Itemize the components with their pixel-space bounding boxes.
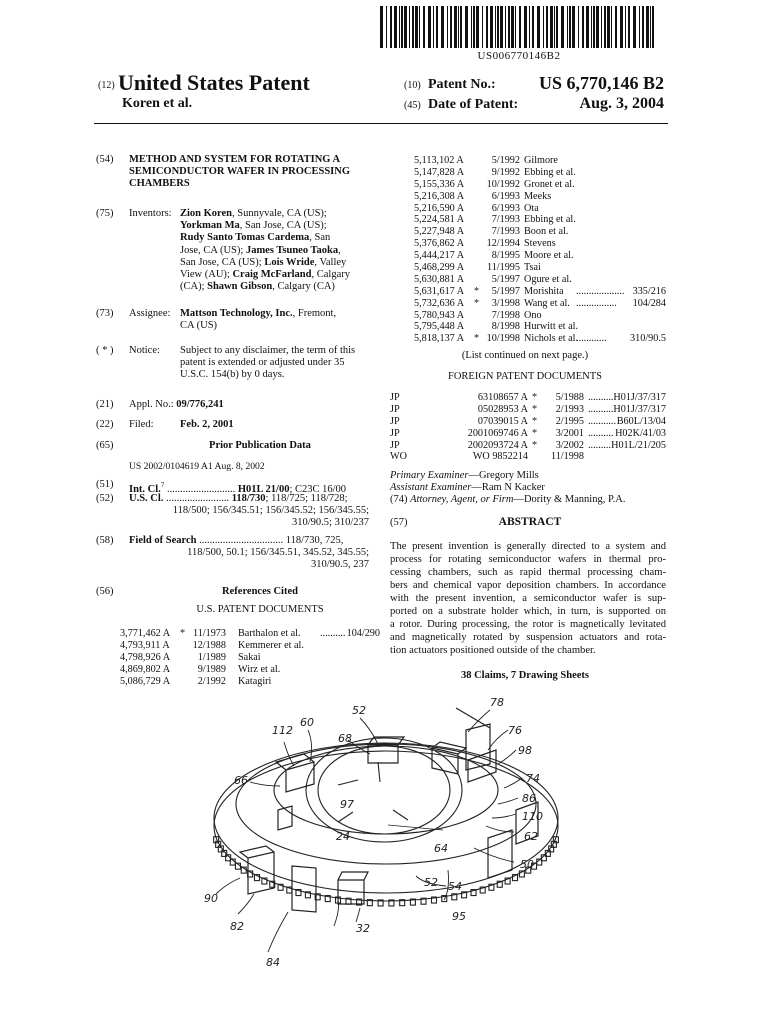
barcode-bar — [607, 6, 610, 48]
ref-name: Moore et al. — [524, 250, 574, 262]
ref-no: 4,798,926 A — [120, 651, 171, 663]
reference-row — [120, 664, 380, 676]
foreign-reference-row — [390, 451, 666, 463]
ref-name: Stevens — [524, 238, 556, 250]
reference-row — [120, 652, 380, 664]
foreign-star: * — [532, 439, 538, 451]
ref-no: 5,155,336 A — [414, 178, 465, 190]
ref-date: 12/1994 — [486, 238, 520, 250]
date-label: Date of Patent: — [428, 97, 519, 112]
inventors-list — [180, 208, 380, 293]
barcode-bar — [515, 6, 516, 48]
barcode-bar — [611, 6, 612, 48]
abstract-line: ported on a substrate holder which, in turn, is supported on — [390, 606, 666, 617]
ref-dots: ............ — [576, 333, 607, 345]
foreign-dots: .......... — [588, 392, 614, 403]
ref-dots: .......... — [320, 628, 346, 639]
barcode-bar — [508, 6, 510, 48]
ref-date: 12/1988 — [192, 639, 226, 651]
drawing-label: 95 — [452, 910, 466, 923]
appl-code: (21) — [96, 399, 114, 410]
foreign-no: WO 9852214 — [472, 451, 528, 463]
ref-date: 6/1993 — [491, 190, 520, 202]
barcode-bar — [578, 6, 579, 48]
ref-date: 7/1993 — [491, 226, 520, 238]
inventor-line: Rudy Santo Tomas Cardema, San — [180, 232, 331, 244]
ref-name: Katagiri — [238, 675, 272, 687]
inventors-code: (75) — [96, 208, 114, 219]
ref-date: 5/1992 — [491, 155, 520, 166]
doc-type-code: (12) — [98, 80, 115, 91]
reference-row — [414, 238, 666, 250]
barcode-bar — [505, 6, 506, 48]
barcode-bar — [428, 6, 431, 48]
drawing-label: 66 — [234, 774, 248, 787]
notice-label: Notice: — [129, 345, 160, 356]
representative-drawing — [188, 690, 608, 990]
foreign-star: * — [532, 427, 538, 439]
ref-name: Ono — [524, 309, 542, 321]
inventor-line: Yorkman Ma, San Jose, CA (US); — [180, 220, 327, 232]
barcode-bar — [436, 6, 438, 48]
foreign-dots: .......... — [588, 403, 614, 415]
ref-name: Wirz et al. — [238, 663, 281, 675]
barcode-bar — [633, 6, 636, 48]
ref-name: Meeks — [524, 190, 552, 202]
barcode-bar — [471, 6, 472, 48]
foreign-cls: H01L/21/205 — [611, 439, 666, 451]
foreign-cls: B60L/13/04 — [616, 415, 666, 427]
ref-no: 5,444,217 A — [414, 250, 465, 262]
ref-cls: 104/290 — [346, 628, 380, 639]
date-code: (45) — [404, 100, 421, 111]
list-continued: (List continued on next page.) — [461, 350, 589, 361]
ref-date: 3/1998 — [491, 297, 520, 309]
barcode-bar — [482, 6, 483, 48]
barcode-bar — [495, 6, 496, 48]
barcode-bar — [639, 6, 640, 48]
inventor-line: Zion Koren, Sunnyvale, CA (US); — [180, 208, 327, 219]
foreign-date: 11/1998 — [550, 451, 584, 463]
barcode-bar — [561, 6, 564, 48]
barcode-bar — [409, 6, 410, 48]
ref-name: Gronet et al. — [524, 178, 575, 190]
ref-name: Tsai — [524, 262, 541, 274]
foreign-date: 2/1993 — [555, 403, 584, 415]
drawing-label: 78 — [490, 696, 504, 709]
foreign-country: JP — [390, 403, 400, 415]
reference-row — [414, 333, 666, 345]
abstract-line: bers and chemical vapor deposition chambers. In accordance — [390, 580, 666, 591]
barcode-bar — [646, 6, 649, 48]
patent-no-label: Patent No.: — [428, 77, 496, 92]
ref-date: 5/1997 — [491, 285, 520, 297]
foreign-no: 2001069746 A — [467, 427, 528, 439]
foreign-cls: H01J/37/317 — [613, 392, 666, 403]
ref-date: 7/1998 — [491, 309, 520, 321]
foreign-no: 63108657 A — [477, 392, 528, 403]
reference-row — [414, 155, 666, 167]
ref-cls: 310/90.5 — [630, 333, 666, 345]
barcode-bar — [490, 6, 493, 48]
barcode-bar — [604, 6, 606, 48]
filed-code: (22) — [96, 419, 114, 430]
foreign-reference-row — [390, 392, 666, 404]
ref-cls: 335/216 — [632, 285, 666, 297]
barcode-bar — [596, 6, 599, 48]
ref-name: Nichols et al. — [524, 333, 579, 345]
abstract-title: ABSTRACT — [498, 516, 562, 528]
drawing-label: 62 — [524, 830, 538, 843]
barcode-bar — [628, 6, 630, 48]
barcode-bar — [567, 6, 568, 48]
ref-date: 9/1989 — [197, 663, 226, 675]
reference-row — [414, 286, 666, 298]
barcode-bar — [447, 6, 448, 48]
drawing-label: 74 — [526, 772, 540, 785]
doc-type: United States Patent — [118, 70, 310, 95]
drawing-label: 60 — [300, 716, 314, 729]
ref-no: 5,113,102 A — [414, 155, 464, 166]
ref-no: 5,376,862 A — [414, 238, 465, 250]
invention-title: METHOD AND SYSTEM FOR ROTATING A SEMICONDUCTOR WAFER IN PROCESSING CHAMBERS — [129, 154, 351, 190]
ref-name: Kemmerer et al. — [238, 639, 304, 651]
foreign-star: * — [532, 415, 538, 427]
barcode-bar — [390, 6, 392, 48]
barcode-number: US006770146B2 — [477, 50, 561, 62]
abstract-line: cessing chambers, such as rapid thermal processing cham- — [390, 567, 666, 578]
foreign-dots: .......... — [588, 427, 614, 439]
barcode-bar — [412, 6, 414, 48]
title-code: (54) — [96, 154, 114, 165]
drawing-label: 76 — [508, 724, 522, 737]
foreign-dots: ......... — [588, 439, 611, 451]
reference-row — [414, 262, 666, 274]
abstract-line: a rotor. During processing, the rotor is magnetically levitated — [390, 619, 666, 630]
notice-text: Subject to any disclaimer, the term of this patent is extended or adjusted under 35 U.S.C. 154(b) by 0 days. — [180, 345, 356, 381]
barcode-bar — [454, 6, 457, 48]
barcode-bar — [625, 6, 626, 48]
drawing-label: 32 — [356, 922, 370, 935]
reference-row — [120, 628, 380, 640]
assignee-value: Mattson Technology, Inc., Fremont, CA (US) — [180, 308, 337, 332]
patent-no: US 6,770,146 B2 — [538, 73, 664, 93]
references-cited-title: References Cited — [222, 586, 298, 597]
ref-name: Gilmore — [524, 155, 558, 166]
barcode-bar — [497, 6, 499, 48]
ref-date: 1/1989 — [197, 651, 226, 663]
inventor-line: (CA); Shawn Gibson, Calgary (CA) — [180, 281, 335, 293]
ref-no: 5,216,308 A — [414, 190, 465, 202]
barcode — [378, 6, 660, 48]
ref-date: 8/1995 — [491, 250, 520, 262]
foreign-reference-row — [390, 404, 666, 416]
ref-name: Sakai — [238, 651, 261, 663]
ref-name: Wang et al. — [524, 297, 570, 309]
ref-date: 11/1995 — [486, 262, 520, 274]
ref-star: * — [474, 285, 480, 297]
barcode-bar — [460, 6, 462, 48]
ref-name: Hurwitt et al. — [524, 321, 579, 333]
foreign-no: 07039015 A — [477, 415, 528, 427]
us-patent-docs-title: U.S. PATENT DOCUMENTS — [196, 604, 324, 615]
assignee-code: (73) — [96, 308, 114, 319]
foreign-date: 5/1988 — [555, 392, 584, 403]
ref-name: Ota — [524, 202, 539, 214]
drawing-label: 50 — [520, 858, 534, 871]
ref-no: 5,780,943 A — [414, 309, 465, 321]
barcode-bar — [486, 6, 488, 48]
barcode-bar — [572, 6, 575, 48]
ref-no: 4,869,802 A — [120, 663, 171, 675]
barcode-bar — [419, 6, 420, 48]
abstract-line: process for rotating semiconductor wafers in thermal pro- — [390, 554, 666, 565]
drawing-label: 110 — [522, 810, 543, 823]
barcode-bar — [404, 6, 407, 48]
barcode-bar — [569, 6, 571, 48]
ref-no: 5,818,137 A — [414, 333, 465, 345]
barcode-bar — [543, 6, 544, 48]
barcode-bar — [615, 6, 617, 48]
int-cl: Int. Cl.$^7$ .......................... H01L 21/00; C23C 16/00 — [129, 481, 347, 495]
drawing-label: 97 — [340, 798, 354, 811]
ref-no: 5,631,617 A — [414, 285, 465, 297]
barcode-bar — [620, 6, 623, 48]
foreign-date: 2/1995 — [555, 415, 584, 427]
examiners: Primary Examiner—Gregory Mills Assistant Examiner—Ram N Kacker (74) Attorney, Agent, or Firm—Dority & Manning, P.A. — [390, 470, 626, 506]
reference-row — [414, 274, 666, 286]
drawing-label: 54 — [448, 880, 462, 893]
refs-code: (56) — [96, 586, 114, 597]
reference-row — [414, 226, 666, 238]
ref-no: 5,227,948 A — [414, 226, 465, 238]
foreign-no: 2002093724 A — [467, 439, 528, 451]
foreign-reference-row — [390, 440, 666, 452]
ref-star: * — [474, 297, 480, 309]
barcode-bar — [601, 6, 602, 48]
ref-dots: ................... — [576, 285, 625, 297]
ref-no: 5,795,448 A — [414, 321, 465, 333]
foreign-country: JP — [390, 415, 400, 427]
ref-star: * — [474, 333, 480, 345]
abstract-line: with the present invention, a semiconductor wafer is sup- — [390, 593, 666, 604]
ref-name: Boon et al. — [524, 226, 569, 238]
filed-label: Filed: — [129, 419, 154, 430]
drawing-label: 84 — [266, 956, 280, 969]
field-search-code: (58) — [96, 535, 114, 546]
ref-dots: ................ — [576, 297, 617, 309]
reference-row — [414, 191, 666, 203]
ref-no: 3,771,462 A — [120, 628, 171, 639]
barcode-bar — [386, 6, 387, 48]
drawing-label: 68 — [338, 732, 352, 745]
ref-name: Ebbing et al. — [524, 214, 576, 226]
barcode-bar — [556, 6, 558, 48]
barcode-bar — [415, 6, 418, 48]
ref-star: * — [180, 628, 186, 639]
prior-pub-value: US 2002/0104619 A1 Aug. 8, 2002 — [129, 461, 265, 472]
reference-row — [414, 167, 666, 179]
claims-sheets: 38 Claims, 7 Drawing Sheets — [460, 670, 590, 681]
barcode-bar — [473, 6, 475, 48]
barcode-bar — [423, 6, 425, 48]
drawing-label: 90 — [204, 892, 218, 905]
patent-no-code: (10) — [404, 80, 421, 91]
foreign-reference-row — [390, 416, 666, 428]
inventor-line: View (AU); Craig McFarland, Calgary — [180, 269, 350, 281]
inventors-label: Inventors: — [129, 208, 172, 219]
prior-pub-title: Prior Publication Data — [209, 440, 311, 451]
barcode-bar — [550, 6, 553, 48]
barcode-bar — [476, 6, 479, 48]
barcode-bar — [458, 6, 459, 48]
foreign-cls: H02K/41/03 — [615, 427, 666, 439]
ref-name: Ebbing et al. — [524, 166, 576, 178]
barcode-bar — [511, 6, 514, 48]
barcode-bar — [500, 6, 503, 48]
drawing-label: 64 — [434, 842, 448, 855]
barcode-bar — [593, 6, 595, 48]
barcode-bar — [399, 6, 400, 48]
barcode-bar — [394, 6, 397, 48]
drawing-label: 24 — [336, 830, 350, 843]
reference-row — [414, 298, 666, 310]
barcode-bar — [546, 6, 548, 48]
foreign-reference-row — [390, 428, 666, 440]
us-cl: U.S. Cl. ........................ 118/730; 118/725; 118/728; 118/500; 156/345.51; 156/345.52; 156/345.55; 310/90.5; 310/237 — [129, 493, 369, 529]
ref-name: Barthalon et al. — [238, 628, 301, 639]
ref-name: Morishita — [524, 285, 564, 297]
foreign-country: JP — [390, 427, 400, 439]
foreign-docs-table — [390, 392, 666, 463]
inventor-line: San Jose, CA (US); Lois Wride, Valley — [180, 256, 347, 268]
barcode-bar — [519, 6, 521, 48]
barcode-bar — [554, 6, 555, 48]
reference-row — [414, 250, 666, 262]
field-of-search: Field of Search ................................ 118/730, 725, 118/500, 50.1; 156/345.51, 345.52, 345.55; 310/90.5, 237 — [129, 535, 369, 571]
ref-date: 5/1997 — [491, 273, 520, 285]
ref-name: Ogure et al. — [524, 273, 572, 285]
foreign-date: 3/2002 — [555, 439, 584, 451]
barcode-bar — [524, 6, 527, 48]
foreign-country: WO — [390, 451, 407, 463]
ref-no: 5,216,590 A — [414, 202, 465, 214]
reference-row — [120, 640, 380, 652]
barcode-bar — [537, 6, 540, 48]
inventor-line: Jose, CA (US); James Tsuneo Taoka, — [180, 244, 341, 256]
foreign-no: 05028953 A — [477, 403, 528, 415]
ref-date: 10/1998 — [486, 333, 520, 345]
reference-row — [414, 310, 666, 322]
header-rule — [94, 123, 668, 124]
reference-row — [414, 179, 666, 191]
barcode-bar — [441, 6, 444, 48]
reference-row — [414, 214, 666, 226]
barcode-bar — [532, 6, 534, 48]
foreign-cls: H01J/37/317 — [613, 403, 666, 415]
assignee-label: Assignee: — [129, 308, 171, 319]
abstract-line: The present invention is generally directed to a system and — [390, 541, 666, 552]
ref-no: 5,732,636 A — [414, 297, 465, 309]
barcode-bar — [642, 6, 644, 48]
drawing-label: 52 — [424, 876, 438, 889]
reference-row — [414, 321, 666, 333]
ref-cls: 104/284 — [632, 297, 666, 309]
ref-date: 10/1992 — [486, 178, 520, 190]
reference-row — [120, 676, 380, 688]
reference-row — [414, 203, 666, 215]
barcode-bar — [652, 6, 654, 48]
barcode-bar — [650, 6, 651, 48]
ref-no: 5,086,729 A — [120, 675, 171, 687]
foreign-dots: ........... — [588, 415, 617, 427]
foreign-docs-title: FOREIGN PATENT DOCUMENTS — [447, 371, 603, 382]
ref-no: 5,147,828 A — [414, 166, 465, 178]
ref-date: 9/1992 — [491, 166, 520, 178]
barcode-bar — [586, 6, 589, 48]
drawing-label: 112 — [272, 724, 293, 737]
ref-date: 6/1993 — [491, 202, 520, 214]
ref-no: 5,468,299 A — [414, 262, 465, 274]
barcode-bar — [450, 6, 452, 48]
us-docs-table-right — [414, 155, 666, 345]
ref-date: 7/1993 — [491, 214, 520, 226]
us-docs-table-left — [120, 628, 380, 687]
notice-code: ( * ) — [96, 345, 114, 356]
abstract-code: (57) — [390, 517, 408, 528]
authors: Koren et al. — [122, 96, 193, 111]
foreign-country: JP — [390, 392, 400, 403]
us-cl-code: (52) — [96, 493, 114, 504]
foreign-star: * — [532, 403, 538, 415]
barcode-bar — [582, 6, 584, 48]
barcode-bar — [401, 6, 403, 48]
drawing-label: 98 — [518, 744, 532, 757]
abstract-text — [390, 540, 666, 657]
barcode-bar — [591, 6, 592, 48]
prior-pub-code: (65) — [96, 440, 114, 451]
foreign-date: 3/2001 — [555, 427, 584, 439]
barcode-bar — [465, 6, 468, 48]
ref-date: 11/1973 — [192, 628, 226, 639]
date-of-patent: Aug. 3, 2004 — [579, 95, 664, 112]
ref-no: 5,224,581 A — [414, 214, 465, 226]
ref-no: 5,630,881 A — [414, 273, 465, 285]
foreign-star: * — [532, 392, 538, 403]
barcode-bar — [433, 6, 434, 48]
barcode-bar — [380, 6, 383, 48]
abstract-line: and magnetically rotated by suspension actuators and rota- — [390, 632, 666, 643]
ref-no: 4,793,911 A — [120, 639, 170, 651]
ref-date: 2/1992 — [197, 675, 226, 687]
ref-date: 8/1998 — [491, 321, 520, 333]
filed-date: Feb. 2, 2001 — [180, 419, 234, 430]
drawing-label: 52 — [352, 704, 366, 717]
int-cl-code: (51) — [96, 479, 114, 490]
drawing-label: 82 — [230, 920, 244, 933]
barcode-bar — [529, 6, 530, 48]
drawing-label: 86 — [522, 792, 536, 805]
appl-number: Appl. No.: 09/776,241 — [129, 399, 224, 410]
abstract-line: tion actuators positioned outside of the chamber. — [390, 645, 596, 656]
foreign-country: JP — [390, 439, 400, 451]
